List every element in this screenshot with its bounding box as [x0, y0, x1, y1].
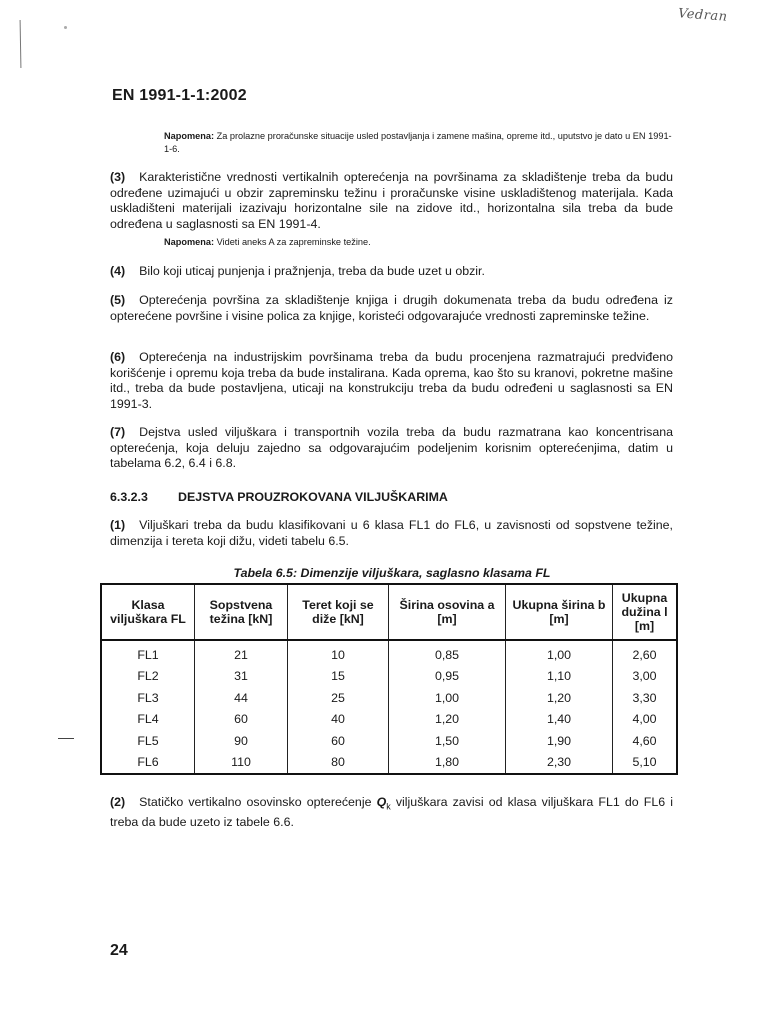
scan-side-dash [58, 738, 74, 739]
paragraph-number: (5) [110, 293, 126, 307]
paragraph-number: (7) [110, 425, 126, 439]
paragraph-number: (2) [110, 795, 126, 809]
table-cell: 21 [195, 640, 288, 666]
table-cell: 1,50 [389, 730, 506, 752]
paragraph-5 [110, 293, 673, 324]
paragraph-text-pre: Statičko vertikalno osovinsko opterećenje [139, 795, 377, 809]
note-label: Napomena: [164, 131, 215, 141]
table-cell: 3,30 [613, 687, 678, 709]
table-cell: 60 [288, 730, 389, 752]
standard-header: EN 1991-1-1:2002 [112, 87, 247, 104]
table-cell: 3,00 [613, 666, 678, 688]
table-cell: 44 [195, 687, 288, 709]
column-header: Ukupna dužina l [m] [613, 584, 678, 640]
table-cell: 1,90 [506, 730, 613, 752]
table-cell: 1,40 [506, 709, 613, 731]
paragraph-text-post: viljuškara zavisi od klasa viljuškara FL1 do FL6 i treba da bude uzeto iz tabele 6.6. [110, 795, 674, 829]
table-cell: 80 [288, 752, 389, 775]
paragraph-text: Karakteristične vrednosti vertikalnih opterećenja na površinama za skladištenje treba da budu određene uzimajući u obzir zapreminsku težinu i proračunske visine uskladištenog materijala. Kada uskladišteni materijali izazivaju horizontalne sile na zidove itd., horizontalna sila treba da bude određena u saglasnosti sa EN 1991-4. [110, 170, 673, 231]
paragraph-6 [110, 350, 673, 412]
column-header: Klasa viljuškara FL [101, 584, 195, 640]
paragraph-number: (4) [110, 264, 126, 278]
paragraph-number: (1) [110, 518, 126, 532]
table-cell: 0,95 [389, 666, 506, 688]
table-cell: 2,30 [506, 752, 613, 775]
table-row [101, 752, 677, 775]
table-cell: FL1 [101, 640, 195, 666]
table-cell: 90 [195, 730, 288, 752]
section-heading [110, 490, 448, 504]
note-text: Za prolazne proračunske situacije usled postavljanja i zamene mašina, opreme itd., uputstvo je dato u EN 1991-1-6. [164, 131, 672, 154]
table-cell: 1,20 [389, 709, 506, 731]
note-1 [164, 130, 674, 156]
section-number: 6.3.2.3 [110, 490, 148, 504]
table-row [101, 687, 677, 709]
paragraph-number: (3) [110, 170, 126, 184]
table-cell: FL2 [101, 666, 195, 688]
table-cell: 15 [288, 666, 389, 688]
table-cell: 25 [288, 687, 389, 709]
column-header: Širina osovina a [m] [389, 584, 506, 640]
table-cell: 4,00 [613, 709, 678, 731]
table-body [101, 640, 677, 774]
note-label: Napomena: [164, 237, 215, 247]
table-cell: 40 [288, 709, 389, 731]
paragraph-4 [110, 264, 673, 280]
paragraph-text: Opterećenja površina za skladištenje knjiga i drugih dokumenata treba da budu određena iz opterećene površine i visine polica za knjige, koristeći odgovarajuće vrednosti zapreminske težine. [110, 293, 673, 323]
table-row [101, 640, 677, 666]
section-paragraph-1 [110, 518, 673, 549]
paragraph-number: (6) [110, 350, 126, 364]
paragraph-3 [110, 170, 673, 232]
table-cell: 10 [288, 640, 389, 666]
column-header: Sopstvena težina [kN] [195, 584, 288, 640]
table-cell: 1,00 [506, 640, 613, 666]
table-cell: 31 [195, 666, 288, 688]
note-text: Videti aneks A za zapreminske težine. [214, 237, 371, 247]
table-cell: 0,85 [389, 640, 506, 666]
table-cell: 5,10 [613, 752, 678, 775]
table-cell: 1,20 [506, 687, 613, 709]
table-row [101, 730, 677, 752]
table-cell: FL5 [101, 730, 195, 752]
paragraph-text: Dejstva usled viljuškara i transportnih vozila treba da budu razmatrana kao koncentrisana opterećenja, koja deluju zajedno sa odgovarajućim podeljenim korisnim opterećenjima, datim u tabelama 6.2, 6.4 i 6.8. [110, 425, 673, 470]
table-cell: 1,80 [389, 752, 506, 775]
table-cell: FL6 [101, 752, 195, 775]
table-cell: 1,10 [506, 666, 613, 688]
table-cell: 1,00 [389, 687, 506, 709]
scan-dot [64, 26, 67, 29]
paragraph-7 [110, 425, 673, 472]
table-cell: 4,60 [613, 730, 678, 752]
column-header: Ukupna širina b [m] [506, 584, 613, 640]
table-caption: Tabela 6.5: Dimenzije viljuškara, saglasno klasama FL [233, 566, 551, 580]
table-cell: 60 [195, 709, 288, 731]
load-symbol: Q [376, 795, 387, 809]
scan-margin-mark [20, 20, 24, 68]
table-cell: 110 [195, 752, 288, 775]
paragraph-text: Bilo koji uticaj punjenja i pražnjenja, treba da bude uzet u obzir. [139, 264, 485, 278]
table-cell: FL4 [101, 709, 195, 731]
paragraph-text: Viljuškari treba da budu klasifikovani u 6 klasa FL1 do FL6, u zavisnosti od sopstvene težine, dimenzija i tereta koji dižu, videti tabelu 6.5. [110, 518, 673, 548]
column-header: Teret koji se diže [kN] [288, 584, 389, 640]
section-title: DEJSTVA PROUZROKOVANA VILJUŠKARIMA [178, 490, 448, 504]
handwritten-note: Vedran [677, 6, 729, 25]
table-cell: FL3 [101, 687, 195, 709]
table-header-row [101, 584, 677, 640]
table-row [101, 709, 677, 731]
table-row [101, 666, 677, 688]
forklift-classes-table [100, 583, 678, 775]
table-cell: 2,60 [613, 640, 678, 666]
load-subscript: k [386, 801, 391, 812]
page-number: 24 [110, 942, 128, 959]
section-paragraph-2 [110, 795, 673, 830]
paragraph-text: Opterećenja na industrijskim površinama treba da budu procenjena razmatrajući predviđeno korišćenje i opremu koja treba da bude instalirana. Kada oprema, kao što su kranovi, pokretne mašine itd., treba da bude postavljena, uticaji na konstrukciju treba da budu određeni u saglasnosti sa EN 1991-3. [110, 350, 673, 411]
note-2 [164, 236, 674, 249]
